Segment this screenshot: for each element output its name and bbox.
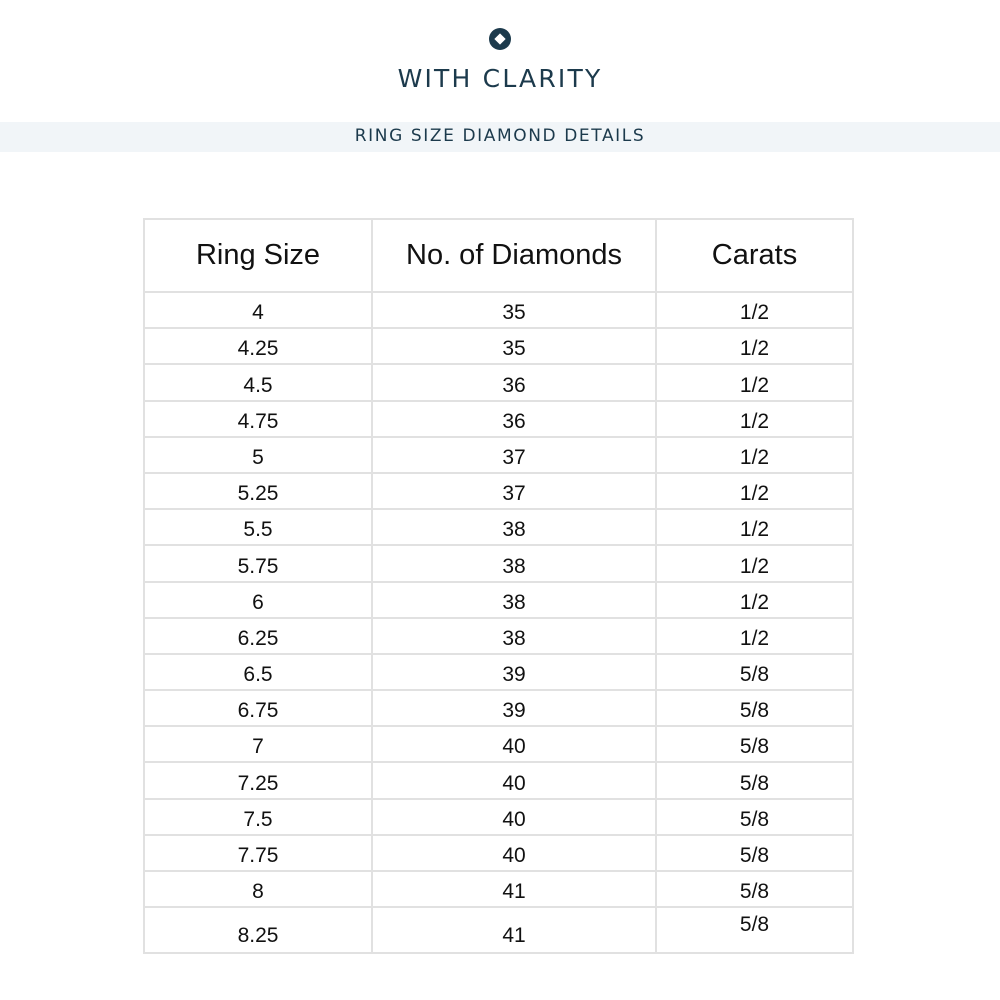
- ring-size-cell: 7.75: [144, 835, 372, 871]
- ring-size-cell: 4: [144, 292, 372, 328]
- table-row: [144, 762, 853, 798]
- diamond-count-cell: 40: [372, 726, 656, 762]
- table-row: [144, 871, 853, 907]
- table-row: [144, 618, 853, 654]
- header-ring-size: Ring Size: [144, 219, 372, 292]
- carats-cell: 5/8: [656, 690, 853, 726]
- carats-cell: 1/2: [656, 582, 853, 618]
- diamond-count-cell: 38: [372, 545, 656, 581]
- ring-size-cell: 4.5: [144, 364, 372, 400]
- diamond-count-cell: 40: [372, 762, 656, 798]
- carats-cell: 1/2: [656, 328, 853, 364]
- table-row: [144, 726, 853, 762]
- table-row: [144, 509, 853, 545]
- ring-size-cell: 5.75: [144, 545, 372, 581]
- ring-size-cell: 6.75: [144, 690, 372, 726]
- carats-cell: 5/8: [656, 907, 853, 953]
- diamond-count-cell: 40: [372, 835, 656, 871]
- ring-size-cell: 6.25: [144, 618, 372, 654]
- ring-size-cell: 6.5: [144, 654, 372, 690]
- ring-size-cell: 5.5: [144, 509, 372, 545]
- diamond-count-cell: 38: [372, 582, 656, 618]
- carats-cell: 1/2: [656, 401, 853, 437]
- ring-size-cell: 8: [144, 871, 372, 907]
- table-row: [144, 654, 853, 690]
- header-carats: Carats: [656, 219, 853, 292]
- header-no-of-diamonds: No. of Diamonds: [372, 219, 656, 292]
- ring-size-cell: 7: [144, 726, 372, 762]
- diamond-count-cell: 38: [372, 618, 656, 654]
- diamond-in-circle-icon: [489, 28, 511, 50]
- table-row: [144, 799, 853, 835]
- diamond-count-cell: 36: [372, 401, 656, 437]
- carats-cell: 1/2: [656, 364, 853, 400]
- diamond-count-cell: 38: [372, 509, 656, 545]
- carats-cell: 1/2: [656, 509, 853, 545]
- carats-cell: 5/8: [656, 654, 853, 690]
- table-row: [144, 690, 853, 726]
- carats-cell: 1/2: [656, 292, 853, 328]
- page-subtitle: RING SIZE DIAMOND DETAILS: [354, 126, 646, 146]
- table-row: [144, 473, 853, 509]
- brand-name: WITH CLARITY: [397, 64, 603, 93]
- table-header-row: [144, 219, 853, 292]
- carats-cell: 1/2: [656, 545, 853, 581]
- ring-size-table: [143, 218, 854, 954]
- carats-cell: 1/2: [656, 473, 853, 509]
- table-row: [144, 364, 853, 400]
- carats-cell: 1/2: [656, 437, 853, 473]
- table-row: [144, 437, 853, 473]
- diamond-count-cell: 35: [372, 328, 656, 364]
- table-row: [144, 907, 853, 953]
- ring-size-cell: 4.25: [144, 328, 372, 364]
- ring-size-cell: 8.25: [144, 907, 372, 953]
- carats-cell: 5/8: [656, 726, 853, 762]
- carats-cell: 5/8: [656, 835, 853, 871]
- diamond-count-cell: 37: [372, 473, 656, 509]
- carats-cell: 5/8: [656, 799, 853, 835]
- table-row: [144, 545, 853, 581]
- diamond-count-cell: 39: [372, 654, 656, 690]
- table-row: [144, 328, 853, 364]
- ring-size-cell: 6: [144, 582, 372, 618]
- table-row: [144, 582, 853, 618]
- ring-size-cell: 5.25: [144, 473, 372, 509]
- diamond-count-cell: 41: [372, 871, 656, 907]
- diamond-count-cell: 39: [372, 690, 656, 726]
- table-row: [144, 835, 853, 871]
- diamond-count-cell: 36: [372, 364, 656, 400]
- ring-size-cell: 4.75: [144, 401, 372, 437]
- carats-cell: 5/8: [656, 762, 853, 798]
- carats-cell: 1/2: [656, 618, 853, 654]
- table-body: [144, 292, 853, 953]
- table-row: [144, 292, 853, 328]
- ring-size-cell: 5: [144, 437, 372, 473]
- carats-cell: 5/8: [656, 871, 853, 907]
- ring-size-cell: 7.25: [144, 762, 372, 798]
- diamond-count-cell: 35: [372, 292, 656, 328]
- diamond-count-cell: 40: [372, 799, 656, 835]
- diamond-count-cell: 37: [372, 437, 656, 473]
- subtitle-band: [0, 122, 1000, 152]
- ring-size-cell: 7.5: [144, 799, 372, 835]
- diamond-count-cell: 41: [372, 907, 656, 953]
- table-row: [144, 401, 853, 437]
